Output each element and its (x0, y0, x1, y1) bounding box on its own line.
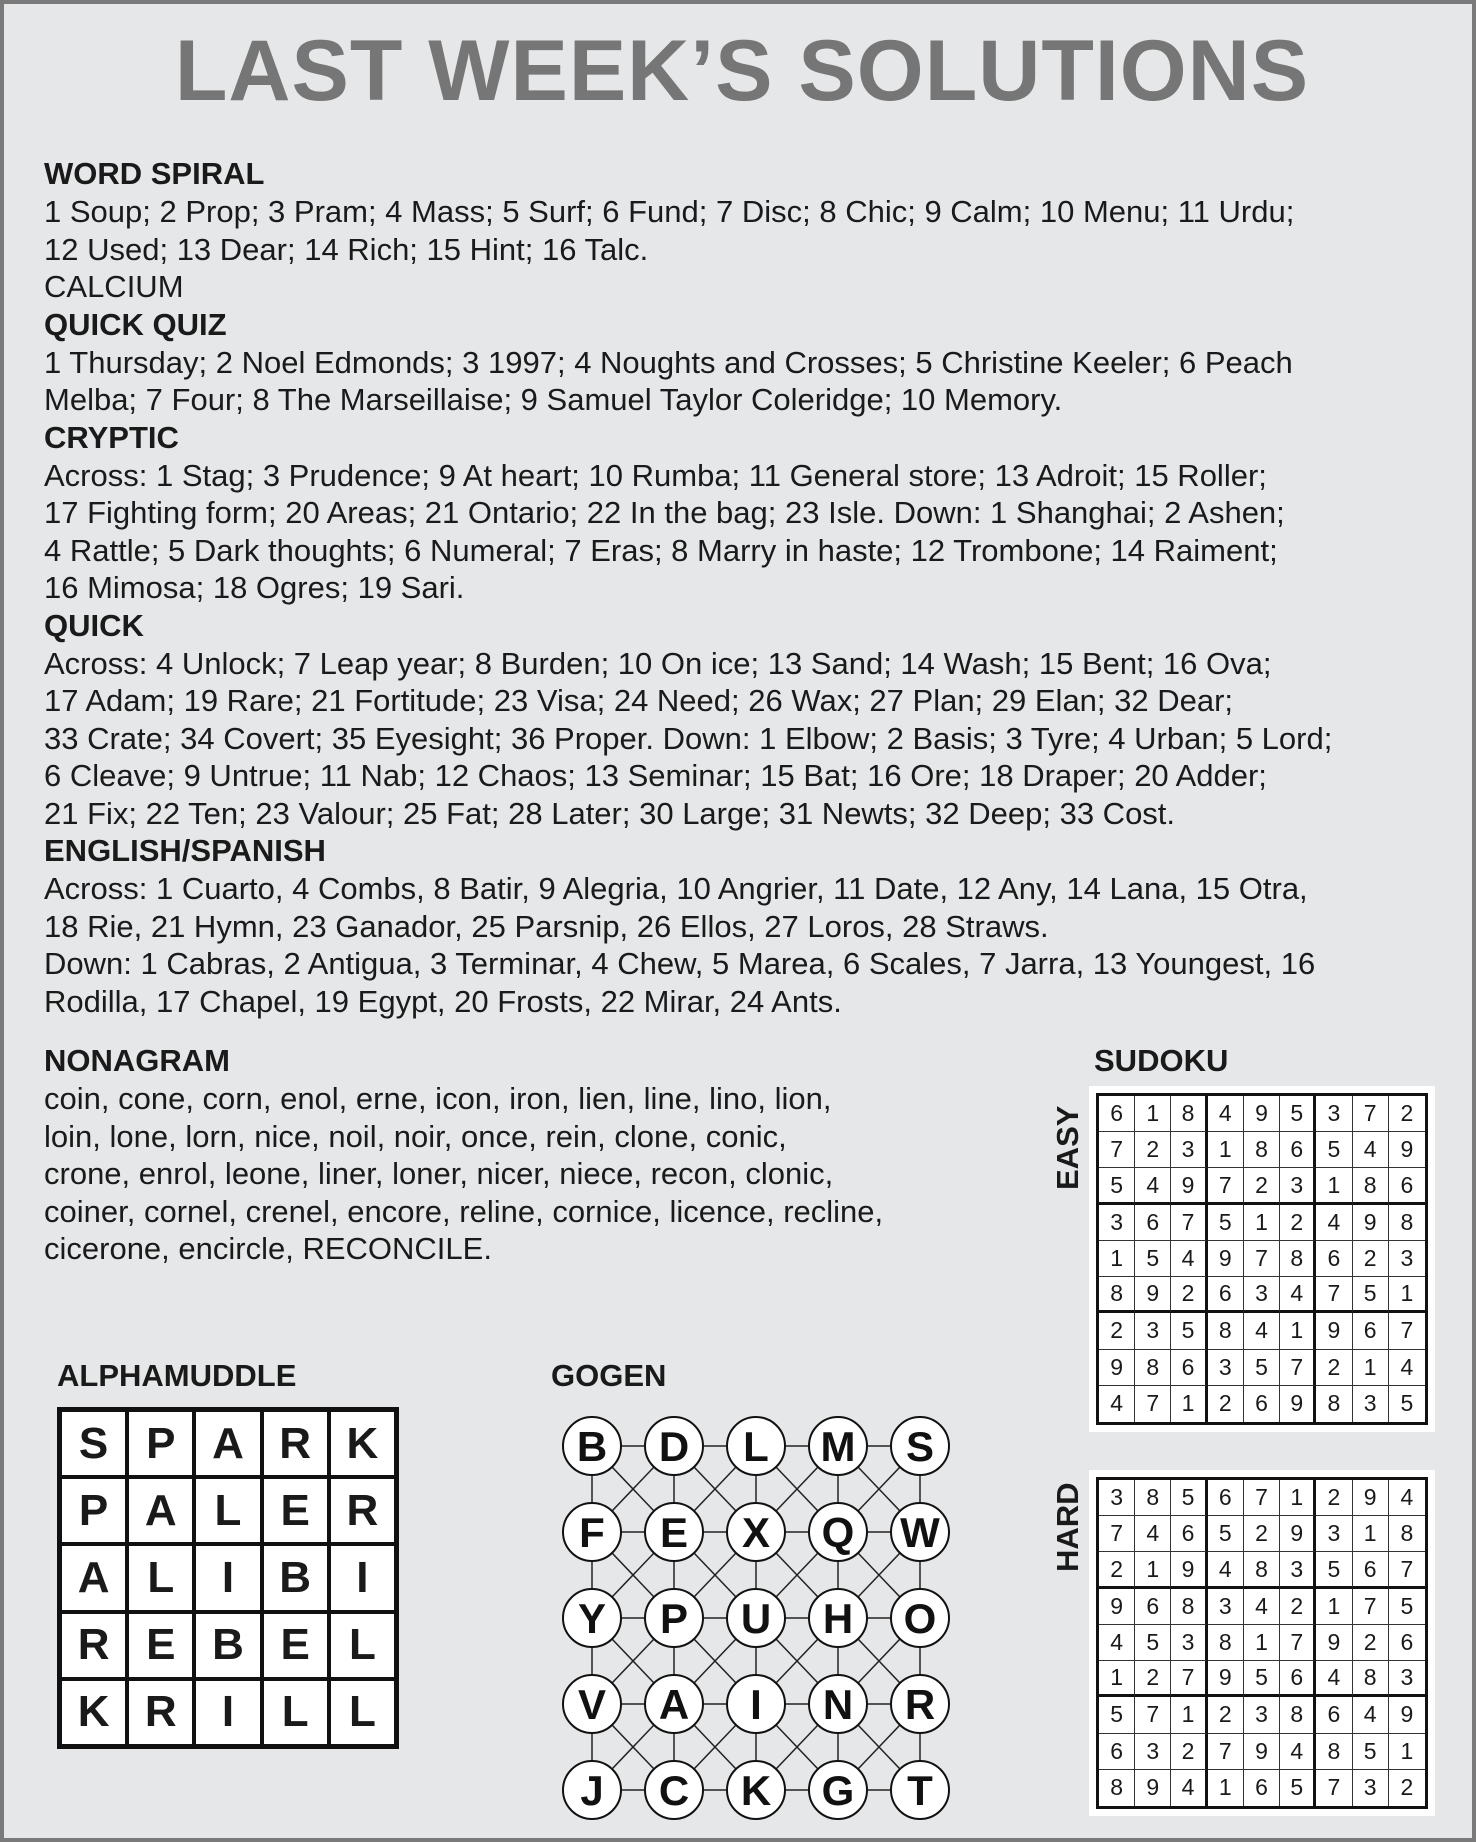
alphamuddle-cell: I (194, 1679, 261, 1746)
gogen-letter: D (658, 1423, 690, 1470)
sudoku-cell: 3 (1316, 1516, 1352, 1552)
sudoku-cell: 2 (1171, 1734, 1207, 1770)
nonagram-line: coin, cone, corn, enol, erne, icon, iron, lien, line, lino, lion, (44, 1081, 832, 1116)
sudoku-cell: 6 (1353, 1552, 1389, 1588)
section-line: 6 Cleave; 9 Untrue; 11 Nab; 12 Chaos; 13 Seminar; 15 Bat; 16 Ore; 18 Draper; 20 Adder; (44, 758, 1267, 793)
sudoku-cell: 2 (1099, 1313, 1135, 1349)
sudoku-cell: 8 (1389, 1205, 1425, 1241)
sudoku-cell: 5 (1400, 1390, 1414, 1417)
gogen-letter: R (904, 1681, 936, 1728)
sudoku-cell: 8 (1208, 1625, 1244, 1661)
sudoku-hard-panel (1089, 1470, 1435, 1816)
sudoku-cell: 9 (1244, 1096, 1280, 1132)
gogen-letter: Q (821, 1509, 855, 1556)
gogen-letter: J (580, 1767, 604, 1814)
solutions-text (44, 155, 1444, 1020)
sudoku-cell: 1 (1280, 1480, 1316, 1516)
sudoku-cell: 3 (1280, 1552, 1316, 1588)
sudoku-cell: 7 (1135, 1697, 1171, 1733)
sudoku-heading: SUDOKU (1094, 1043, 1229, 1078)
gogen-letter: E (659, 1509, 689, 1556)
sudoku-cell: 5 (1244, 1661, 1280, 1697)
sudoku-cell: 3 (1389, 1241, 1425, 1277)
sudoku-hard-label: HARD (1050, 1482, 1085, 1572)
sudoku-cell: 2 (1389, 1096, 1425, 1132)
alphamuddle-cell: P (60, 1477, 127, 1544)
sudoku-cell: 1 (1135, 1096, 1171, 1132)
sudoku-hard-grid (1096, 1477, 1428, 1809)
sudoku-cell: 7 (1099, 1132, 1135, 1168)
alphamuddle-cell: I (329, 1544, 396, 1611)
nonagram-body (44, 1080, 1004, 1268)
sudoku-cell: 1 (1099, 1661, 1135, 1697)
sudoku-cell: 6 (1280, 1661, 1316, 1697)
nonagram-section (44, 1042, 1004, 1268)
sudoku-cell: 3 (1135, 1734, 1171, 1770)
sudoku-cell: 5 (1099, 1697, 1135, 1733)
sudoku-cell: 4 (1353, 1132, 1389, 1168)
alphamuddle-cell: A (60, 1544, 127, 1611)
section-line: 18 Rie, 21 Hymn, 23 Ganador, 25 Parsnip, 26 Ellos, 27 Loros, 28 Straws. (44, 908, 1049, 944)
alphamuddle-cell: S (60, 1410, 127, 1477)
sudoku-cell: 8 (1208, 1313, 1244, 1349)
sudoku-cell: 3 (1316, 1096, 1352, 1132)
sudoku-cell: 9 (1389, 1697, 1425, 1733)
sudoku-cell: 7 (1280, 1350, 1316, 1386)
section-line: Across: 4 Unlock; 7 Leap year; 8 Burden; 10 On ice; 13 Sand; 14 Wash; 15 Bent; 16 Ova; (44, 645, 1272, 681)
sudoku-cell: 5 (1244, 1350, 1280, 1386)
alphamuddle-cell: I (194, 1544, 261, 1611)
alphamuddle-cell: R (329, 1477, 396, 1544)
sudoku-cell: 9 (1171, 1552, 1207, 1588)
sudoku-cell: 7 (1208, 1168, 1244, 1204)
sudoku-cell: 5 (1135, 1625, 1171, 1661)
alphamuddle-heading: ALPHAMUDDLE (57, 1358, 297, 1393)
sudoku-cell: 4 (1171, 1770, 1207, 1806)
sudoku-cell: 1 (1244, 1625, 1280, 1661)
sudoku-cell: 5 (1316, 1552, 1352, 1588)
section-line: 4 Rattle; 5 Dark thoughts; 6 Numeral; 7 Eras; 8 Marry in haste; 12 Trombone; 14 Raiment; (44, 532, 1278, 568)
alphamuddle-cell: L (194, 1477, 261, 1544)
sudoku-cell: 3 (1099, 1480, 1135, 1516)
gogen-letter: W (900, 1509, 940, 1556)
sudoku-cell: 9 (1316, 1625, 1352, 1661)
gogen-letter: L (743, 1423, 769, 1470)
sudoku-cell: 8 (1353, 1168, 1389, 1204)
sudoku-cell: 7 (1389, 1313, 1425, 1349)
section-heading: QUICK QUIZ (44, 306, 227, 342)
sudoku-cell: 2 (1316, 1350, 1352, 1386)
sudoku-cell: 1 (1389, 1734, 1425, 1770)
sudoku-cell: 9 (1208, 1241, 1244, 1277)
sudoku-cell: 2 (1244, 1168, 1280, 1204)
sudoku-cell: 7 (1316, 1770, 1352, 1806)
gogen-letter: Y (577, 1595, 607, 1642)
sudoku-cell: 4 (1208, 1552, 1244, 1588)
sudoku-cell: 3 (1244, 1277, 1280, 1313)
alphamuddle-cell: E (262, 1612, 329, 1679)
alphamuddle-cell: R (262, 1410, 329, 1477)
section-heading: QUICK (44, 607, 144, 643)
sudoku-cell: 4 (1316, 1205, 1352, 1241)
gogen-letter: S (905, 1423, 935, 1470)
sudoku-cell: 9 (1353, 1205, 1389, 1241)
sudoku-cell: 8 (1099, 1277, 1135, 1313)
alphamuddle-cell: A (127, 1477, 194, 1544)
sudoku-cell: 1 (1208, 1132, 1244, 1168)
alphamuddle-cell: L (329, 1679, 396, 1746)
sudoku-cell: 1 (1280, 1313, 1316, 1349)
sudoku-cell: 1 (1244, 1205, 1280, 1241)
sudoku-easy-grid (1096, 1093, 1428, 1425)
sudoku-cell: 7 (1353, 1096, 1389, 1132)
sudoku-cell: 3 (1353, 1770, 1389, 1806)
alphamuddle-cell: L (262, 1679, 329, 1746)
gogen-heading: GOGEN (551, 1358, 667, 1393)
sudoku-cell: 7 (1353, 1589, 1389, 1625)
section-line: 1 Thursday; 2 Noel Edmonds; 3 1997; 4 Noughts and Crosses; 5 Christine Keeler; 6 Peach (44, 344, 1293, 380)
sudoku-easy-panel (1089, 1086, 1435, 1432)
alphamuddle-cell: L (329, 1612, 396, 1679)
alphamuddle-cell: R (60, 1612, 127, 1679)
sudoku-cell: 4 (1353, 1697, 1389, 1733)
sudoku-cell: 6 (1171, 1350, 1207, 1386)
sudoku-cell: 9 (1389, 1132, 1425, 1168)
sudoku-cell: 4 (1280, 1277, 1316, 1313)
sudoku-cell: 6 (1389, 1625, 1425, 1661)
section-line: Down: 1 Cabras, 2 Antigua, 3 Terminar, 4 Chew, 5 Marea, 6 Scales, 7 Jarra, 13 Youngest, 16 (44, 946, 1316, 981)
sudoku-cell: 9 (1244, 1734, 1280, 1770)
gogen-letter: T (907, 1767, 933, 1814)
sudoku-cell: 7 (1171, 1205, 1207, 1241)
nonagram-line: crone, enrol, leone, liner, loner, nicer, niece, recon, clonic, (44, 1156, 834, 1191)
gogen-letter: F (579, 1509, 605, 1556)
sudoku-cell: 6 (1316, 1697, 1352, 1733)
sudoku-cell: 5 (1135, 1241, 1171, 1277)
sudoku-cell: 1 (1099, 1241, 1135, 1277)
sudoku-cell: 7 (1280, 1625, 1316, 1661)
gogen-letter: A (658, 1681, 690, 1728)
sudoku-cell: 3 (1135, 1313, 1171, 1349)
sudoku-cell: 4 (1099, 1386, 1135, 1422)
alphamuddle-cell: A (194, 1410, 261, 1477)
section-line: Rodilla, 17 Chapel, 19 Egypt, 20 Frosts, 22 Mirar, 24 Ants. (44, 983, 842, 1019)
sudoku-cell: 3 (1208, 1350, 1244, 1386)
section-line: Melba; 7 Four; 8 The Marseillaise; 9 Samuel Taylor Coleridge; 10 Memory. (44, 382, 1063, 417)
sudoku-cell: 8 (1099, 1770, 1135, 1806)
section-line: Across: 1 Cuarto, 4 Combs, 8 Batir, 9 Alegria, 10 Angrier, 11 Date, 12 Any, 14 Lana, 15 Otra, (44, 871, 1308, 906)
sudoku-cell: 5 (1099, 1168, 1135, 1204)
sudoku-cell: 2 (1316, 1480, 1352, 1516)
sudoku-cell: 9 (1316, 1313, 1352, 1349)
sudoku-cell: 3 (1171, 1132, 1207, 1168)
section-line: 21 Fix; 22 Ten; 23 Valour; 25 Fat; 28 Later; 30 Large; 31 Newts; 32 Deep; 33 Cost. (44, 795, 1176, 831)
section-heading: ENGLISH/SPANISH (44, 833, 326, 868)
sudoku-cell: 4 (1316, 1661, 1352, 1697)
sudoku-cell: 8 (1389, 1516, 1425, 1552)
section-line: CALCIUM (44, 269, 184, 304)
sudoku-cell: 2 (1208, 1697, 1244, 1733)
sudoku-cell: 3 (1208, 1589, 1244, 1625)
sudoku-cell: 9 (1171, 1168, 1207, 1204)
gogen-letter: M (820, 1423, 856, 1470)
sudoku-cell: 2 (1135, 1132, 1171, 1168)
sudoku-cell: 8 (1135, 1480, 1171, 1516)
sudoku-easy-label: EASY (1050, 1105, 1085, 1190)
section-heading: CRYPTIC (44, 419, 179, 455)
sudoku-cell: 9 (1280, 1516, 1316, 1552)
gogen-letter: K (740, 1767, 772, 1814)
sudoku-cell: 8 (1244, 1552, 1280, 1588)
gogen-letter: U (740, 1595, 772, 1642)
gogen-letter: P (659, 1595, 689, 1642)
sudoku-cell: 1 (1135, 1552, 1171, 1588)
sudoku-cell: 8 (1280, 1241, 1316, 1277)
sudoku-cell: 2 (1208, 1386, 1244, 1422)
nonagram-line: coiner, cornel, crenel, encore, reline, cornice, licence, recline, (44, 1193, 884, 1229)
sudoku-cell: 6 (1208, 1480, 1244, 1516)
sudoku-cell: 8 (1316, 1386, 1352, 1422)
sudoku-cell: 4 (1208, 1096, 1244, 1132)
sudoku-cell: 9 (1099, 1589, 1135, 1625)
sudoku-cell: 1 (1316, 1589, 1352, 1625)
sudoku-cell: 9 (1135, 1277, 1171, 1313)
sudoku-cell: 6 (1135, 1205, 1171, 1241)
sudoku-cell: 4 (1280, 1734, 1316, 1770)
alphamuddle-cell: K (329, 1410, 396, 1477)
sudoku-cell: 6 (1099, 1734, 1135, 1770)
gogen-letter: V (577, 1681, 607, 1728)
alphamuddle-cell: E (262, 1477, 329, 1544)
section-line: 12 Used; 13 Dear; 14 Rich; 15 Hint; 16 Talc. (44, 231, 649, 267)
sudoku-cell: 7 (1244, 1241, 1280, 1277)
alphamuddle-cell: B (262, 1544, 329, 1611)
sudoku-cell: 9 (1353, 1480, 1389, 1516)
sudoku-cell: 8 (1353, 1661, 1389, 1697)
sudoku-cell: 2 (1400, 1774, 1414, 1801)
sudoku-cell: 6 (1353, 1313, 1389, 1349)
sudoku-cell: 6 (1244, 1386, 1280, 1422)
sudoku-cell: 5 (1280, 1096, 1316, 1132)
sudoku-cell: 7 (1244, 1480, 1280, 1516)
sudoku-cell: 8 (1280, 1697, 1316, 1733)
sudoku-cell: 4 (1389, 1480, 1425, 1516)
sudoku-cell: 4 (1244, 1313, 1280, 1349)
gogen-grid (552, 1406, 962, 1826)
sudoku-cell: 2 (1280, 1589, 1316, 1625)
sudoku-cell: 2 (1171, 1277, 1207, 1313)
sudoku-cell: 4 (1099, 1625, 1135, 1661)
section-line: 33 Crate; 34 Covert; 35 Eyesight; 36 Proper. Down: 1 Elbow; 2 Basis; 3 Tyre; 4 Urban; 5 Lord; (44, 720, 1333, 756)
sudoku-cell: 7 (1099, 1516, 1135, 1552)
sudoku-cell: 8 (1171, 1589, 1207, 1625)
sudoku-cell: 5 (1353, 1277, 1389, 1313)
gogen-letter: I (750, 1681, 762, 1728)
sudoku-cell: 1 (1353, 1350, 1389, 1386)
gogen-letter: B (576, 1423, 608, 1470)
gogen-letter: H (822, 1595, 854, 1642)
sudoku-cell: 5 (1353, 1734, 1389, 1770)
section-line: 17 Fighting form; 20 Areas; 21 Ontario; 22 In the bag; 23 Isle. Down: 1 Shanghai; 2 Ashen; (44, 495, 1285, 530)
section-line: 17 Adam; 19 Rare; 21 Fortitude; 23 Visa; 24 Need; 26 Wax; 27 Plan; 29 Elan; 32 Dear; (44, 683, 1234, 718)
sudoku-cell: 5 (1171, 1313, 1207, 1349)
gogen-letter: N (822, 1681, 854, 1728)
alphamuddle-cell: P (127, 1410, 194, 1477)
sudoku-cell: 6 (1389, 1168, 1425, 1204)
sudoku-cell: 2 (1135, 1661, 1171, 1697)
sudoku-cell: 6 (1208, 1277, 1244, 1313)
sudoku-cell: 7 (1389, 1552, 1425, 1588)
sudoku-cell: 7 (1208, 1734, 1244, 1770)
sudoku-cell: 4 (1171, 1241, 1207, 1277)
nonagram-line: cicerone, encircle, RECONCILE. (44, 1231, 492, 1266)
sudoku-cell: 6 (1244, 1770, 1280, 1806)
sudoku-cell: 8 (1135, 1350, 1171, 1386)
sudoku-cell: 4 (1135, 1168, 1171, 1204)
sudoku-cell: 3 (1389, 1661, 1425, 1697)
sudoku-cell: 9 (1208, 1661, 1244, 1697)
sudoku-cell: 6 (1099, 1096, 1135, 1132)
sudoku-cell: 6 (1171, 1516, 1207, 1552)
sudoku-cell: 2 (1280, 1205, 1316, 1241)
sudoku-cell: 3 (1280, 1168, 1316, 1204)
alphamuddle-cell: B (194, 1612, 261, 1679)
sudoku-cell: 2 (1099, 1552, 1135, 1588)
alphamuddle-cell: L (127, 1544, 194, 1611)
sudoku-cell: 9 (1099, 1350, 1135, 1386)
nonagram-heading: NONAGRAM (44, 1043, 230, 1078)
sudoku-cell: 1 (1316, 1168, 1352, 1204)
sudoku-cell: 3 (1244, 1697, 1280, 1733)
gogen-letter: X (741, 1509, 771, 1556)
sudoku-cell: 2 (1353, 1625, 1389, 1661)
section-line: 1 Soup; 2 Prop; 3 Pram; 4 Mass; 5 Surf; 6 Fund; 7 Disc; 8 Chic; 9 Calm; 10 Menu; 11 Urdu; (44, 194, 1295, 229)
sudoku-cell: 8 (1244, 1132, 1280, 1168)
gogen-letter: C (658, 1767, 690, 1814)
sudoku-cell: 9 (1135, 1770, 1171, 1806)
sudoku-cell: 6 (1135, 1589, 1171, 1625)
sudoku-cell: 7 (1135, 1386, 1171, 1422)
sudoku-cell: 7 (1171, 1661, 1207, 1697)
sudoku-cell: 5 (1316, 1132, 1352, 1168)
sudoku-cell: 5 (1208, 1516, 1244, 1552)
sudoku-cell: 1 (1171, 1697, 1207, 1733)
alphamuddle-cell: R (127, 1679, 194, 1746)
sudoku-cell: 4 (1244, 1589, 1280, 1625)
page-title: LAST WEEK’S SOLUTIONS (174, 23, 1310, 119)
section-heading: WORD SPIRAL (44, 156, 265, 191)
sudoku-cell: 3 (1353, 1386, 1389, 1422)
sudoku-cell: 5 (1280, 1770, 1316, 1806)
sudoku-cell: 5 (1389, 1589, 1425, 1625)
sudoku-cell: 3 (1171, 1625, 1207, 1661)
sudoku-cell: 2 (1244, 1516, 1280, 1552)
sudoku-cell: 8 (1171, 1096, 1207, 1132)
alphamuddle-cell: E (127, 1612, 194, 1679)
sudoku-cell: 6 (1280, 1132, 1316, 1168)
sudoku-cell: 7 (1316, 1277, 1352, 1313)
sudoku-cell: 4 (1135, 1516, 1171, 1552)
sudoku-cell: 4 (1389, 1350, 1425, 1386)
sudoku-cell: 5 (1208, 1205, 1244, 1241)
sudoku-cell: 1 (1171, 1386, 1207, 1422)
alphamuddle-cell: K (60, 1679, 127, 1746)
sudoku-cell: 3 (1099, 1205, 1135, 1241)
sudoku-cell: 5 (1171, 1480, 1207, 1516)
alphamuddle-grid (57, 1407, 399, 1749)
sudoku-cell: 1 (1353, 1516, 1389, 1552)
section-line: 16 Mimosa; 18 Ogres; 19 Sari. (44, 570, 465, 605)
section-line: Across: 1 Stag; 3 Prudence; 9 At heart; 10 Rumba; 11 General store; 13 Adroit; 15 Roller; (44, 457, 1267, 493)
sudoku-cell: 2 (1353, 1241, 1389, 1277)
sudoku-cell: 1 (1208, 1770, 1244, 1806)
sudoku-cell: 8 (1316, 1734, 1352, 1770)
gogen-letter: O (903, 1595, 937, 1642)
sudoku-cell: 1 (1389, 1277, 1425, 1313)
gogen-letter: G (821, 1767, 855, 1814)
sudoku-cell: 9 (1280, 1386, 1316, 1422)
nonagram-line: loin, lone, lorn, nice, noil, noir, once, rein, clone, conic, (44, 1118, 787, 1154)
sudoku-cell: 6 (1316, 1241, 1352, 1277)
